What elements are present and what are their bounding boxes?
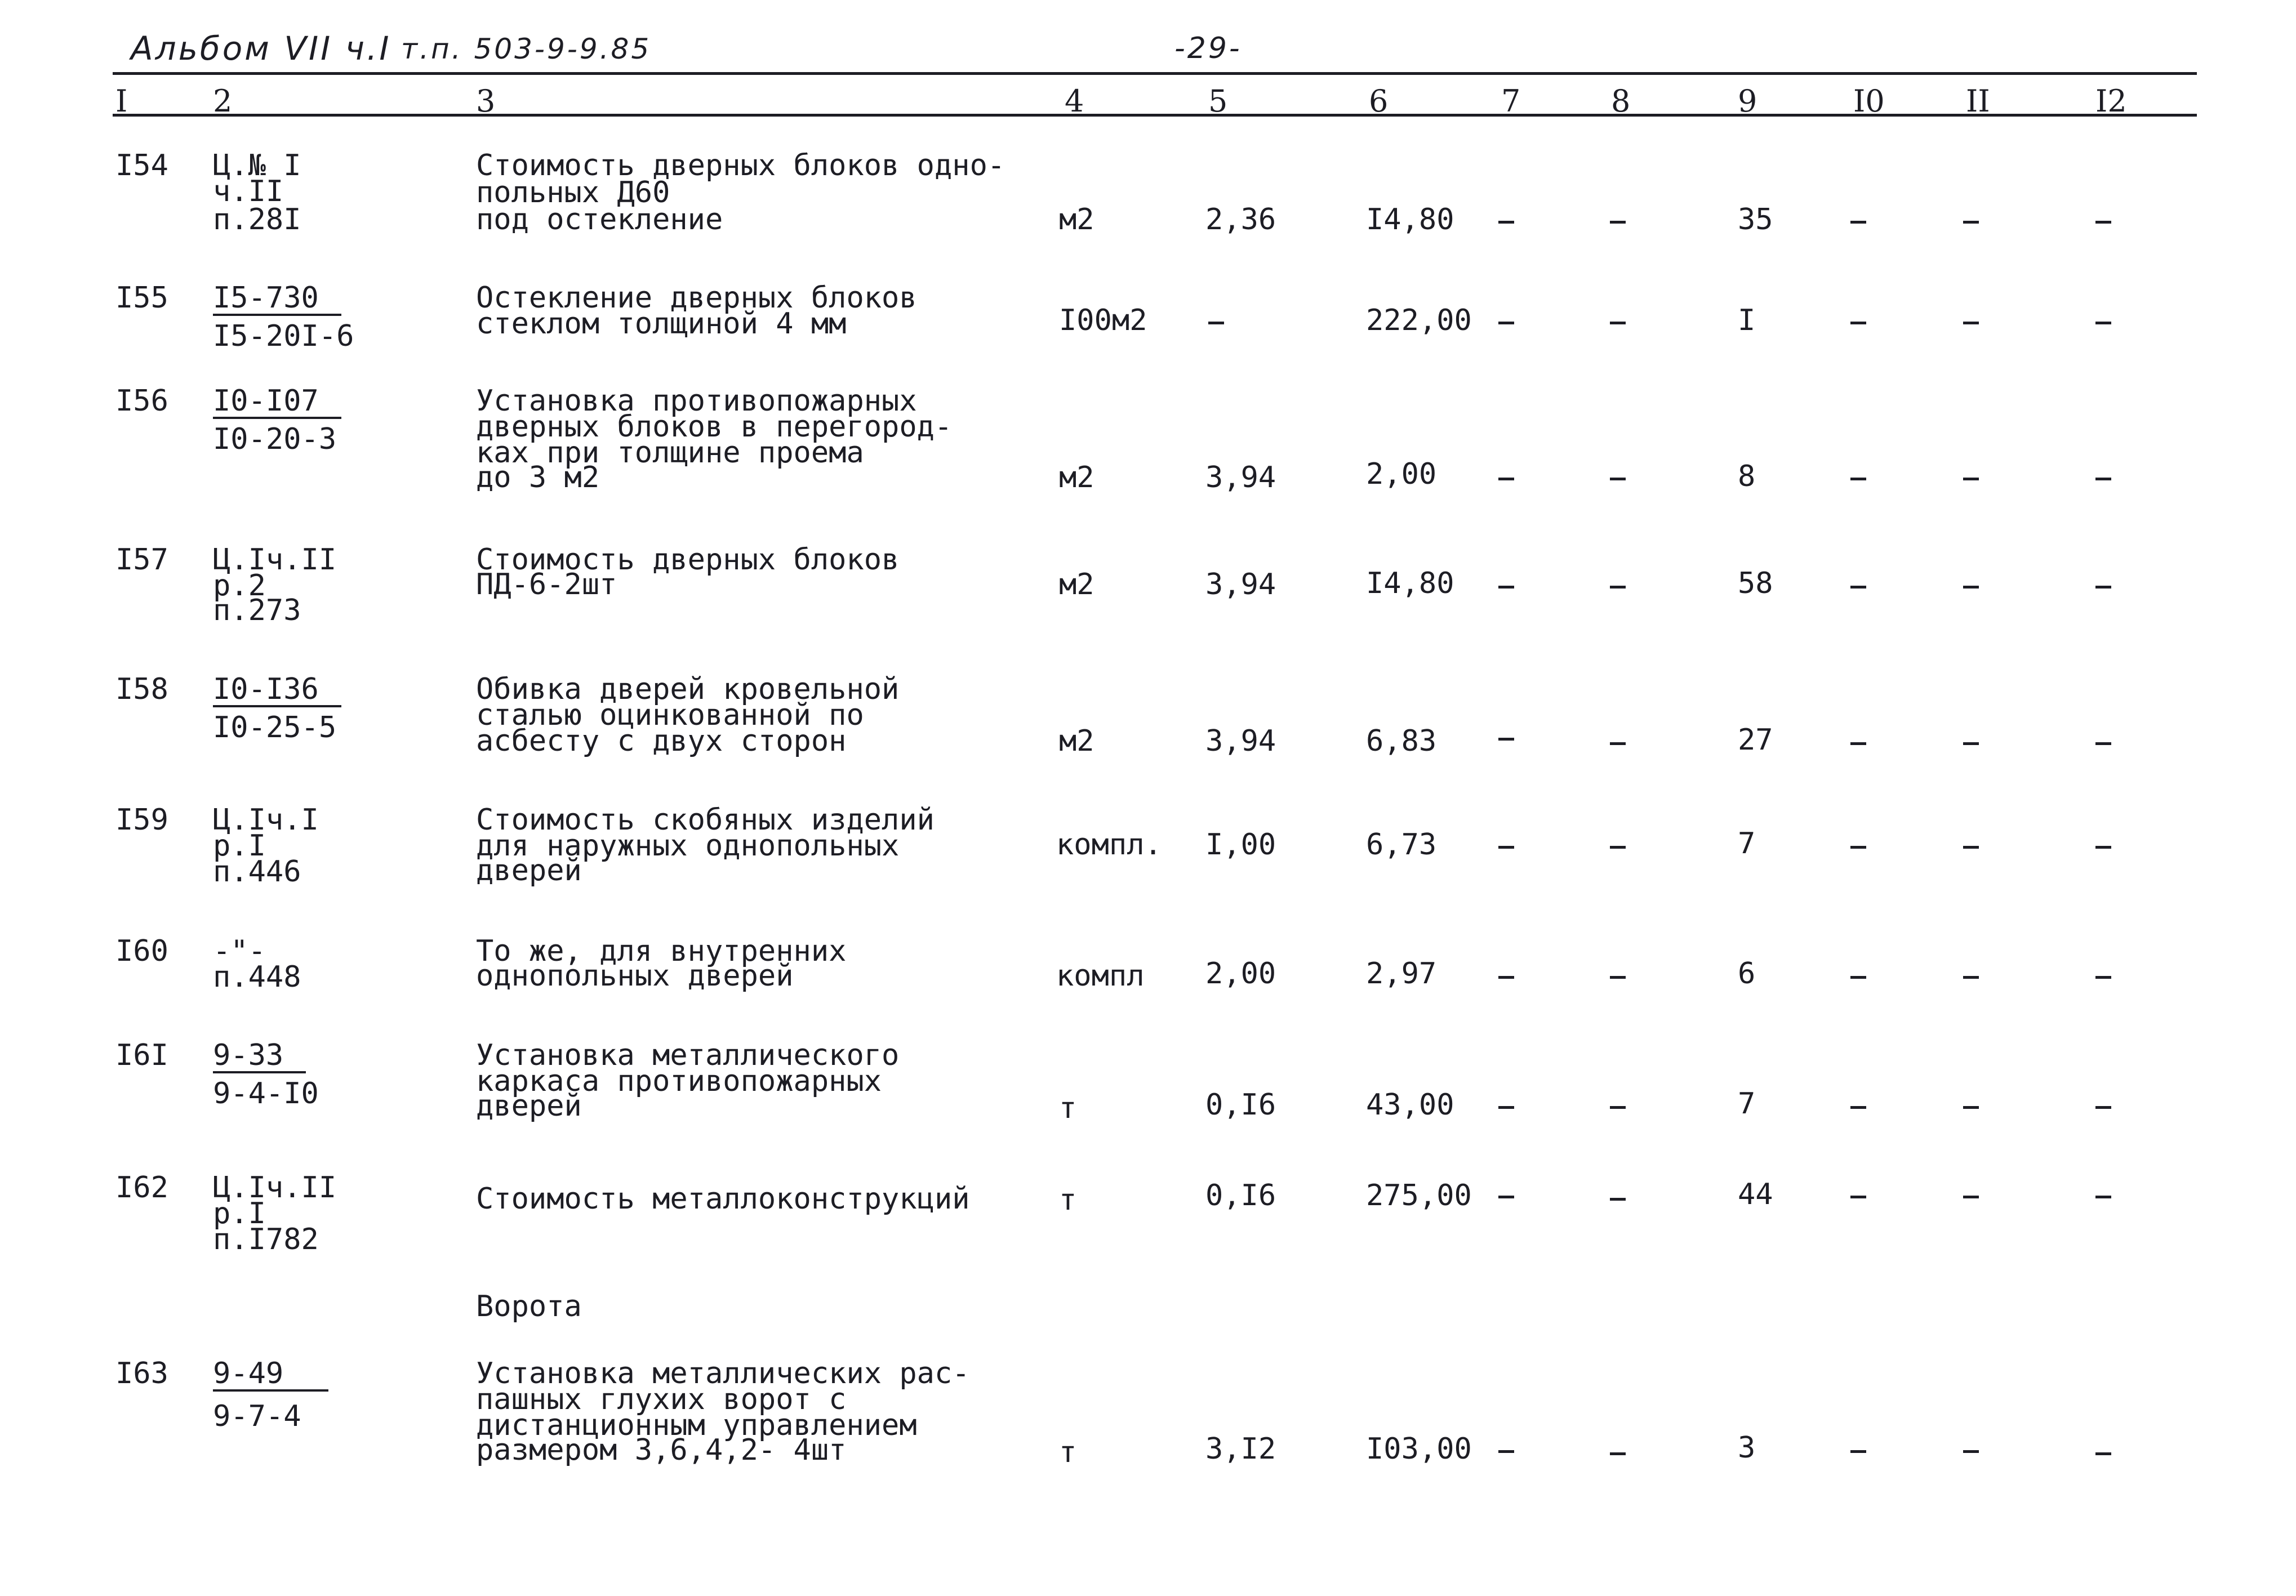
price-cell: 275,00 — [1366, 1179, 1472, 1212]
ref-line: р.I — [213, 1197, 266, 1231]
ref-underlined: I0-I07 — [213, 387, 341, 419]
col9-cell: 7 — [1738, 827, 1756, 861]
col-header-12: I2 — [2095, 83, 2127, 119]
row-number: I59 — [115, 803, 168, 837]
desc-line: Установка металлического — [476, 1038, 900, 1072]
price-cell: 222,00 — [1366, 304, 1472, 337]
ref-line — [213, 1357, 328, 1392]
col9-cell: 7 — [1738, 1087, 1756, 1121]
desc-line: стеклом толщиной 4 мм — [476, 307, 847, 341]
unit-cell: т — [1059, 1091, 1077, 1125]
dash-col8 — [1610, 586, 1626, 589]
dash-col12 — [2095, 846, 2111, 849]
dash-col11 — [1963, 1450, 1979, 1453]
dash-col11 — [1963, 976, 1979, 979]
col9-cell: 6 — [1738, 957, 1756, 991]
desc-line: асбесту с двух сторон — [476, 724, 847, 758]
ref-underlined: I0-I36 — [213, 676, 341, 707]
desc-line: Стоимость скобяных изделий — [476, 803, 935, 837]
dash-col7 — [1498, 322, 1514, 324]
ref-underlined: I5-730 — [213, 284, 341, 316]
dash-col12 — [2095, 221, 2111, 224]
qty-cell: 3,94 — [1205, 724, 1276, 758]
unit-cell: м2 — [1059, 203, 1094, 237]
price-cell: 2,97 — [1366, 957, 1437, 991]
desc-line: однопольных дверей — [476, 959, 794, 993]
dash-qty — [1208, 322, 1224, 324]
ref-line: I0-25-5 — [213, 711, 337, 744]
col9-cell: I — [1738, 304, 1756, 337]
price-cell: 43,00 — [1366, 1088, 1454, 1122]
dash-col10 — [1850, 1106, 1866, 1109]
desc-line: дверных блоков в перегород- — [476, 410, 953, 444]
qty-cell: 3,94 — [1205, 568, 1276, 601]
desc-line: Стоимость дверных блоков одно- — [476, 149, 1005, 182]
price-cell: 6,83 — [1366, 724, 1437, 758]
dash-col11 — [1963, 478, 1979, 480]
price-cell: I03,00 — [1366, 1432, 1472, 1466]
ref-line: п.28I — [213, 203, 301, 237]
col-header-11: II — [1966, 83, 1990, 119]
desc-line: дистанционным управлением — [476, 1408, 917, 1442]
ref-line: р.2 — [213, 569, 266, 603]
row-number: I60 — [115, 934, 168, 968]
dash-col7 — [1498, 1196, 1514, 1198]
dash-col7 — [1498, 846, 1514, 849]
ref-line — [213, 1038, 306, 1073]
row-number: I54 — [115, 149, 168, 182]
dash-col8 — [1610, 976, 1626, 979]
row-number: I62 — [115, 1171, 168, 1205]
ref-line: ч.II — [213, 175, 284, 208]
ref-line: I5-20I-6 — [213, 319, 354, 353]
desc-line: Стоимость металлоконструкций — [476, 1182, 970, 1216]
col-header-7: 7 — [1501, 83, 1521, 119]
ref-line: п.273 — [213, 594, 301, 627]
dash-col8 — [1610, 1452, 1626, 1455]
unit-cell: т — [1059, 1183, 1077, 1217]
ref-line: п.448 — [213, 960, 301, 994]
desc-line: Остекление дверных блоков — [476, 281, 917, 315]
qty-cell: 0,I6 — [1205, 1179, 1276, 1212]
qty-cell: 2,00 — [1205, 957, 1276, 991]
dash-col7 — [1498, 478, 1514, 480]
unit-cell: компл — [1056, 959, 1145, 993]
row-number: I57 — [115, 543, 168, 577]
row-number: I58 — [115, 672, 168, 706]
col-header-3: 3 — [476, 83, 496, 119]
dash-col10 — [1850, 221, 1866, 224]
price-cell: I4,80 — [1366, 203, 1454, 237]
desc-line: для наружных однопольных — [476, 829, 900, 863]
dash-col7 — [1498, 976, 1514, 979]
ref-line: 9-7-4 — [213, 1399, 301, 1433]
dash-col11 — [1963, 846, 1979, 849]
col9-cell: 58 — [1738, 567, 1773, 600]
desc-line: до 3 м2 — [476, 461, 600, 494]
dash-col8 — [1610, 846, 1626, 849]
row-number: I56 — [115, 384, 168, 418]
ref-underlined: 9-33 — [213, 1042, 306, 1073]
dash-col11 — [1963, 221, 1979, 224]
dash-col11 — [1963, 1196, 1979, 1198]
ref-line — [213, 672, 341, 707]
col9-cell: 35 — [1738, 203, 1773, 237]
section-title: Ворота — [476, 1290, 582, 1323]
ref-line: Ц.Iч.I — [213, 803, 319, 837]
col-header-5: 5 — [1208, 83, 1228, 119]
desc-line: Обивка дверей кровельной — [476, 672, 900, 706]
price-cell: 2,00 — [1366, 457, 1437, 491]
desc-line: Установка металлических рас- — [476, 1357, 970, 1390]
col9-cell: 3 — [1738, 1431, 1756, 1465]
dash-col12 — [2095, 322, 2111, 324]
col9-cell: 27 — [1738, 723, 1773, 757]
dash-col8 — [1610, 478, 1626, 480]
desc-line: размером 3,6,4,2- 4шт — [476, 1433, 847, 1467]
row-number: I63 — [115, 1357, 168, 1390]
ref-line: -"- — [213, 934, 266, 968]
row-number: I55 — [115, 281, 168, 315]
row-number: I6I — [115, 1038, 168, 1072]
unit-cell: I00м2 — [1059, 304, 1147, 337]
dash-col10 — [1850, 322, 1866, 324]
col-header-6: 6 — [1369, 83, 1389, 119]
dash-col8 — [1610, 1106, 1626, 1109]
dash-col11 — [1963, 742, 1979, 745]
dash-col12 — [2095, 1452, 2111, 1455]
desc-line: каркаса противопожарных — [476, 1064, 882, 1098]
col-header-9: 9 — [1738, 83, 1757, 119]
dash-col11 — [1963, 586, 1979, 589]
ref-line: Ц.Iч.II — [213, 1171, 337, 1205]
ref-line — [213, 384, 341, 419]
price-cell: I4,80 — [1366, 567, 1454, 600]
page-number: -29- — [1174, 32, 1242, 65]
dash-col7 — [1498, 1450, 1514, 1453]
col-header-8: 8 — [1611, 83, 1631, 119]
dash-col10 — [1850, 1450, 1866, 1453]
col9-cell: 8 — [1738, 460, 1756, 493]
desc-line: ках при толщине проема — [476, 436, 864, 470]
unit-cell: компл. — [1056, 828, 1162, 862]
col-header-2: 2 — [213, 83, 233, 119]
ref-line — [213, 281, 341, 316]
qty-cell: 2,36 — [1205, 203, 1276, 237]
qty-cell: 3,94 — [1205, 461, 1276, 494]
dash-col12 — [2095, 1196, 2111, 1198]
desc-line: под остекление — [476, 203, 723, 237]
dash-col12 — [2095, 586, 2111, 589]
dash-col8 — [1610, 1198, 1626, 1201]
header-rule-top — [113, 72, 2197, 75]
dash-col7 — [1498, 586, 1514, 589]
desc-line: То же, для внутренних — [476, 934, 847, 968]
dash-col12 — [2095, 976, 2111, 979]
dash-col11 — [1963, 322, 1979, 324]
price-cell: 6,73 — [1366, 828, 1437, 862]
unit-cell: м2 — [1059, 568, 1094, 601]
desc-line: сталью оцинкованной по — [476, 698, 864, 732]
ref-line: Ц.Iч.II — [213, 543, 337, 577]
ref-line: 9-4-I0 — [213, 1077, 319, 1111]
col-header-1: I — [115, 83, 128, 119]
dash-col12 — [2095, 1106, 2111, 1109]
desc-line: пашных глухих ворот с — [476, 1383, 847, 1416]
desc-line: польных Д60 — [476, 176, 670, 209]
dash-col10 — [1850, 586, 1866, 589]
unit-cell: м2 — [1059, 461, 1094, 494]
col-header-4: 4 — [1065, 83, 1084, 119]
unit-cell: м2 — [1059, 724, 1094, 758]
ref-line: п.I782 — [213, 1223, 319, 1256]
desc-line: Установка противопожарных — [476, 384, 917, 418]
dash-col12 — [2095, 478, 2111, 480]
dash-col8 — [1610, 742, 1626, 745]
dash-col10 — [1850, 742, 1866, 745]
project-number: т.п. 503-9-9.85 — [401, 33, 652, 65]
qty-cell: I,00 — [1205, 828, 1276, 862]
dash-col10 — [1850, 478, 1866, 480]
ref-line: Ц.№ I — [213, 149, 301, 182]
col9-cell: 44 — [1738, 1178, 1773, 1211]
dash-col8 — [1610, 221, 1626, 224]
desc-line: дверей — [476, 854, 582, 888]
dash-col10 — [1850, 976, 1866, 979]
dash-col7 — [1498, 738, 1514, 741]
dash-col11 — [1963, 1106, 1979, 1109]
desc-line: дверей — [476, 1089, 582, 1123]
ref-underlined: 9-49 — [213, 1360, 328, 1392]
dash-col10 — [1850, 1196, 1866, 1198]
dash-col7 — [1498, 1106, 1514, 1109]
dash-col7 — [1498, 221, 1514, 224]
ref-line: I0-20-3 — [213, 422, 337, 456]
unit-cell: т — [1059, 1435, 1077, 1469]
desc-line: Стоимость дверных блоков — [476, 543, 900, 577]
dash-col10 — [1850, 846, 1866, 849]
desc-line: ПД-6-2шт — [476, 568, 617, 601]
dash-col8 — [1610, 322, 1626, 324]
ref-line: р.I — [213, 829, 266, 863]
dash-col12 — [2095, 742, 2111, 745]
album-label: Альбом VII ч.I — [131, 29, 391, 68]
ref-line: п.446 — [213, 855, 301, 889]
qty-cell: 3,I2 — [1205, 1432, 1276, 1466]
qty-cell: 0,I6 — [1205, 1088, 1276, 1122]
col-header-10: I0 — [1853, 83, 1885, 119]
